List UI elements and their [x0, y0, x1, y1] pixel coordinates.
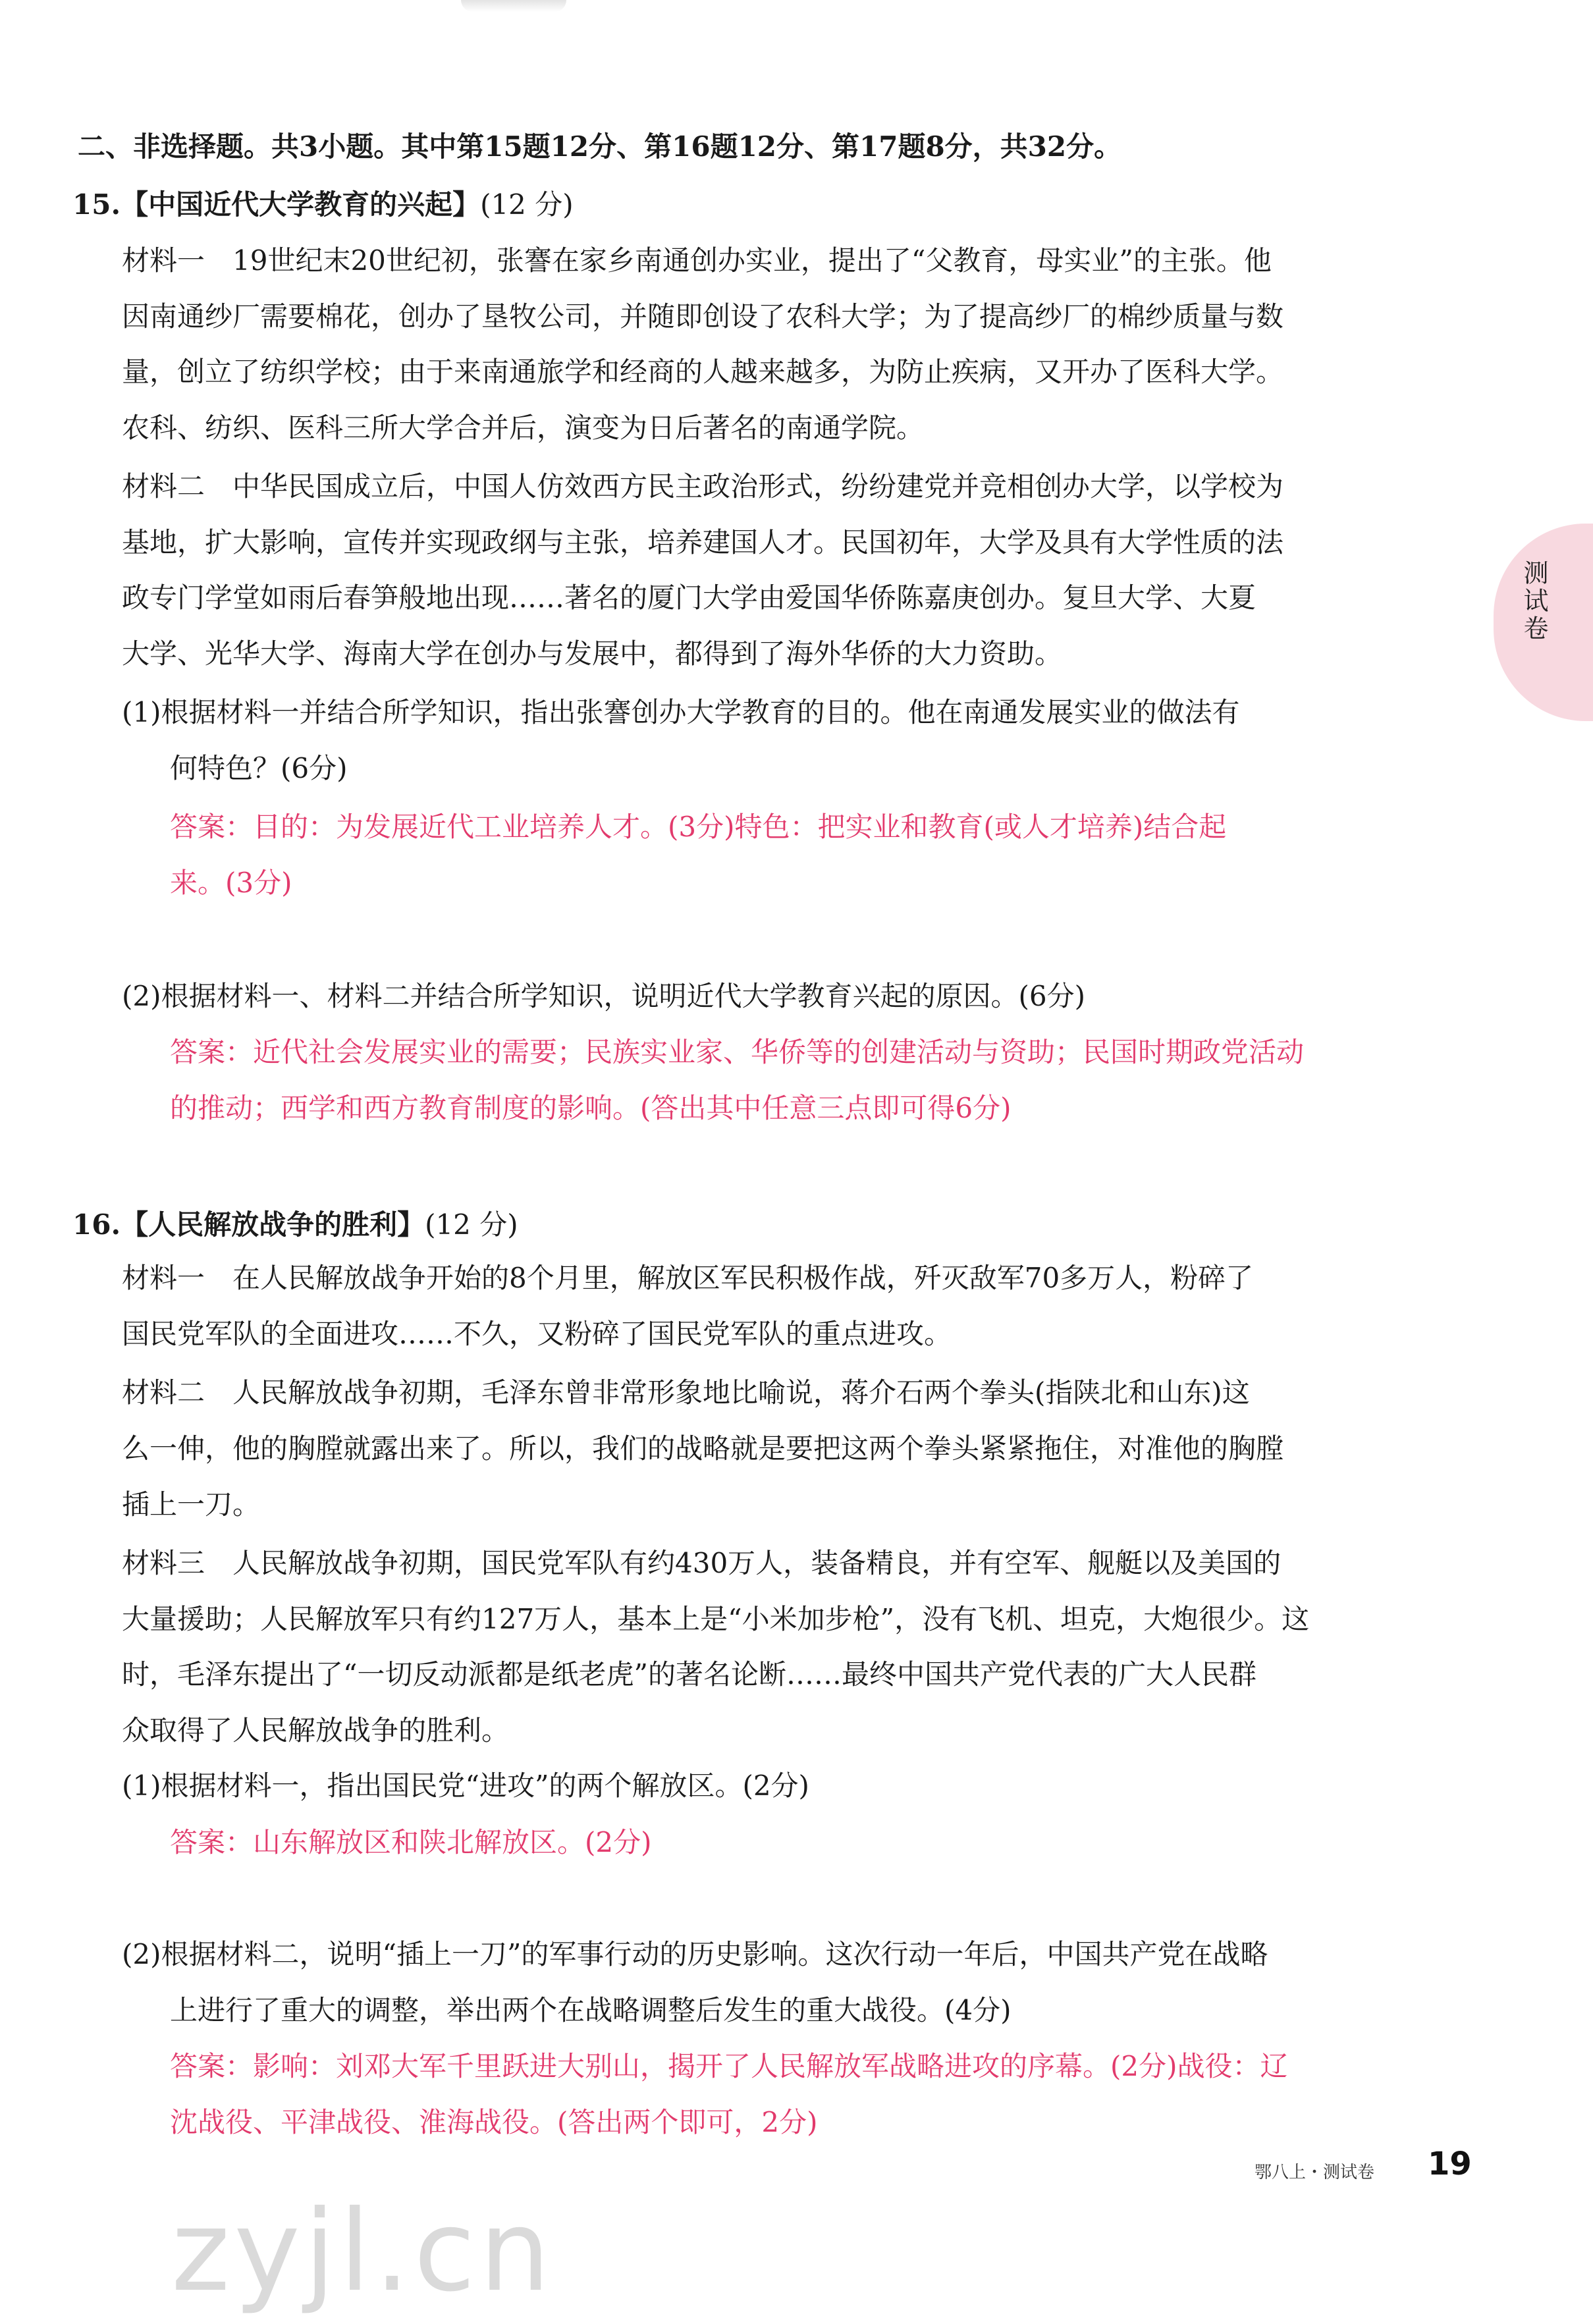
q16-material1-line: 材料一 在人民解放战争开始的8个月里，解放区军民积极作战，歼灭敌军70多万人，粉碎了: [122, 1262, 1254, 1294]
q16-material2-line: 材料二 人民解放战争初期，毛泽东曾非常形象地比喻说，蒋介石两个拳头(指陕北和山东)这: [122, 1376, 1250, 1409]
side-tab-label: 测试卷: [1519, 560, 1548, 643]
q15-question1-line: 何特色？(6分): [170, 752, 348, 784]
q16-material3-line: 材料三 人民解放战争初期，国民党军队有约430万人，装备精良，并有空军、舰艇以及美国的: [122, 1547, 1282, 1579]
q15-material1-line: 材料一 19世纪末20世纪初，张謇在家乡南通创办实业，提出了“父教育，母实业”的主张。他: [122, 244, 1272, 277]
section-header: 二、非选择题。共3小题。其中第15题12分、第16题12分、第17题8分，共32分。: [78, 130, 1122, 163]
q16-material3-line: 众取得了人民解放战争的胜利。: [122, 1714, 510, 1746]
q15-material1-line: 农科、纺织、医科三所大学合并后，演变为日后著名的南通学院。: [122, 412, 925, 444]
q16-question2-line: (2)根据材料二，说明“插上一刀”的军事行动的历史影响。这次行动一年后，中国共产党在战略: [122, 1938, 1268, 1970]
q16-material2-line: 插上一刀。: [122, 1488, 261, 1521]
q16-material3-line: 大量援助；人民解放军只有约127万人，基本上是“小米加步枪”，没有飞机、坦克，大炮很少。这: [122, 1603, 1310, 1635]
q16-material1-line: 国民党军队的全面进攻……不久，又粉碎了国民党军队的重点进攻。: [122, 1318, 952, 1350]
q15-answer2-line: 的推动；西学和西方教育制度的影响。(答出其中任意三点即可得6分): [170, 1092, 1012, 1124]
q16-answer1: 答案：山东解放区和陕北解放区。(2分): [170, 1826, 652, 1858]
q16-question2-line: 上进行了重大的调整，举出两个在战略调整后发生的重大战役。(4分): [170, 1994, 1012, 2026]
q16-answer2-line: 答案：影响：刘邓大军千里跃进大别山，揭开了人民解放军战略进攻的序幕。(2分)战役：辽: [170, 2050, 1288, 2082]
q16-material3-line: 时，毛泽东提出了“一切反动派都是纸老虎”的著名论断……最终中国共产党代表的广大人民群: [122, 1658, 1256, 1690]
q15-answer1-line: 答案：目的：为发展近代工业培养人才。(3分)特色：把实业和教育(或人才培养)结合起: [170, 811, 1227, 843]
q15-material2-line: 材料二 中华民国成立后，中国人仿效西方民主政治形式，纷纷建党并竞相创办大学，以学校为: [122, 470, 1284, 502]
q16-heading: [72, 1206, 518, 1243]
q15-points: (12 分): [480, 188, 574, 221]
q15-question2: (2)根据材料一、材料二并结合所学知识，说明近代大学教育兴起的原因。(6分): [122, 980, 1085, 1012]
q15-heading: [72, 186, 574, 223]
q16-answer2-line: 沈战役、平津战役、淮海战役。(答出两个即可，2分): [170, 2106, 818, 2138]
q16-material2-line: 么一伸，他的胸膛就露出来了。所以，我们的战略就是要把这两个拳头紧紧拖住，对准他的胸膛: [122, 1432, 1284, 1465]
q15-material1-line: 量，创立了纺织学校；由于来南通旅学和经商的人越来越多，为防止疾病，又开办了医科大学。: [122, 356, 1284, 388]
q15-answer1-line: 来。(3分): [170, 867, 292, 899]
q16-title: 16.【人民解放战争的胜利】: [72, 1208, 425, 1241]
q15-material2-line: 大学、光华大学、海南大学在创办与发展中，都得到了海外华侨的大力资助。: [122, 637, 1063, 670]
q15-material1-line: 因南通纱厂需要棉花，创办了垦牧公司，并随即创设了农科大学；为了提高纱厂的棉纱质量与数: [122, 300, 1284, 333]
page-number: 19: [1428, 2146, 1472, 2182]
q15-material2-line: 基地，扩大影响，宣传并实现政纲与主张，培养建国人才。民国初年，大学及具有大学性质的法: [122, 526, 1284, 558]
q15-question1-line: (1)根据材料一并结合所学知识，指出张謇创办大学教育的目的。他在南通发展实业的做法有: [122, 696, 1240, 728]
footer-label: 鄂八上・测试卷: [1255, 2163, 1375, 2182]
q15-title: 15.【中国近代大学教育的兴起】: [72, 188, 481, 221]
q16-question1: (1)根据材料一，指出国民党“进攻”的两个解放区。(2分): [122, 1770, 809, 1802]
watermark: zyjl.cn: [171, 2186, 554, 2317]
q15-answer2-line: 答案：近代社会发展实业的需要；民族实业家、华侨等的创建活动与资助；民国时期政党活动: [170, 1036, 1305, 1068]
q16-points: (12 分): [425, 1208, 518, 1241]
scan-artifact: [461, 0, 566, 12]
q15-material2-line: 政专门学堂如雨后春笋般地出现……著名的厦门大学由爱国华侨陈嘉庚创办。复旦大学、大夏: [122, 581, 1256, 614]
